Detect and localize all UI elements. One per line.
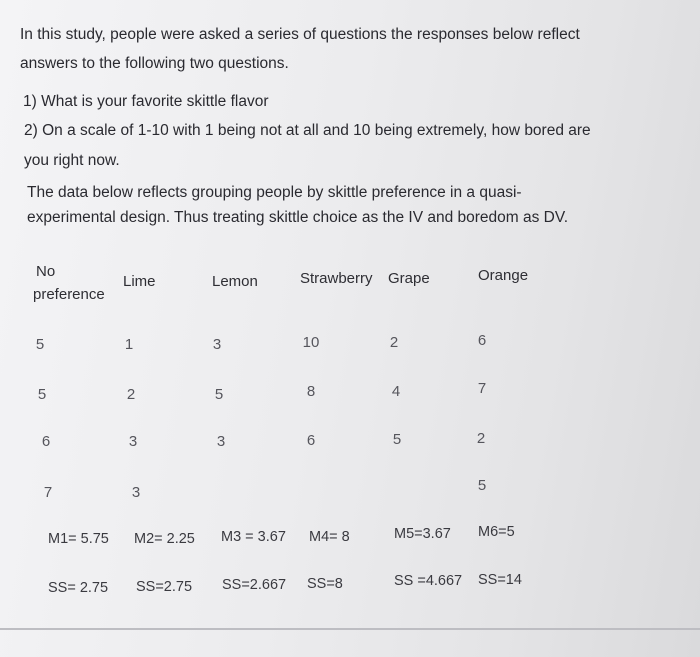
cell-lime: 3 [128, 433, 138, 450]
cell-grape: 5 [392, 431, 402, 448]
mean-grape: M5=3.67 [394, 526, 451, 542]
cell-strawberry: 10 [302, 334, 320, 351]
question-1: 1) What is your favorite skittle flavor [23, 93, 269, 110]
cell-orange: 2 [476, 430, 486, 447]
cell-lime: 3 [131, 484, 141, 501]
cell-lemon: 5 [214, 386, 224, 403]
design-line-1: The data below reflects grouping people by skittle preference in a quasi- [27, 184, 522, 201]
cell-no-preference: 7 [43, 484, 53, 501]
header-lime: Lime [123, 273, 156, 290]
mean-lemon: M3 = 3.67 [221, 529, 286, 545]
header-no-preference-line-2: preference [33, 286, 105, 303]
ss-orange: SS=14 [478, 572, 522, 588]
cell-grape: 4 [391, 383, 401, 400]
mean-orange: M6=5 [478, 524, 515, 540]
intro-line-2: answers to the following two questions. [20, 55, 289, 72]
mean-no-preference: M1= 5.75 [48, 531, 109, 547]
header-orange: Orange [478, 267, 529, 284]
ss-strawberry: SS=8 [307, 576, 343, 592]
header-strawberry: Strawberry [300, 270, 373, 287]
cell-lemon: 3 [212, 336, 222, 353]
cell-orange: 6 [477, 332, 487, 349]
ss-lemon: SS=2.667 [222, 577, 287, 593]
ss-grape: SS =4.667 [394, 573, 463, 589]
mean-lime: M2= 2.25 [134, 531, 195, 547]
intro-line-1: In this study, people were asked a series of questions the responses below reflect [20, 26, 580, 43]
cell-no-preference: 5 [35, 336, 45, 353]
header-no-preference-line-1: No [36, 263, 56, 280]
cell-lime: 2 [126, 386, 136, 403]
question-2-line-2: you right now. [24, 152, 120, 169]
page-bottom-divider [0, 628, 700, 630]
cell-lime: 1 [124, 336, 134, 353]
header-lemon: Lemon [212, 273, 258, 290]
ss-no-preference: SS= 2.75 [48, 580, 109, 596]
header-grape: Grape [388, 270, 430, 287]
design-line-2: experimental design. Thus treating skittle choice as the IV and boredom as DV. [27, 209, 569, 226]
cell-lemon: 3 [216, 433, 226, 450]
cell-strawberry: 6 [306, 432, 316, 449]
cell-orange: 7 [477, 380, 487, 397]
mean-strawberry: M4= 8 [309, 529, 350, 545]
ss-lime: SS=2.75 [136, 579, 193, 595]
cell-grape: 2 [389, 334, 399, 351]
cell-no-preference: 5 [37, 386, 47, 403]
cell-strawberry: 8 [306, 383, 316, 400]
cell-no-preference: 6 [41, 433, 51, 450]
cell-orange: 5 [477, 477, 487, 494]
question-2-line-1: 2) On a scale of 1-10 with 1 being not at all and 10 being extremely, how bored are [24, 122, 591, 139]
